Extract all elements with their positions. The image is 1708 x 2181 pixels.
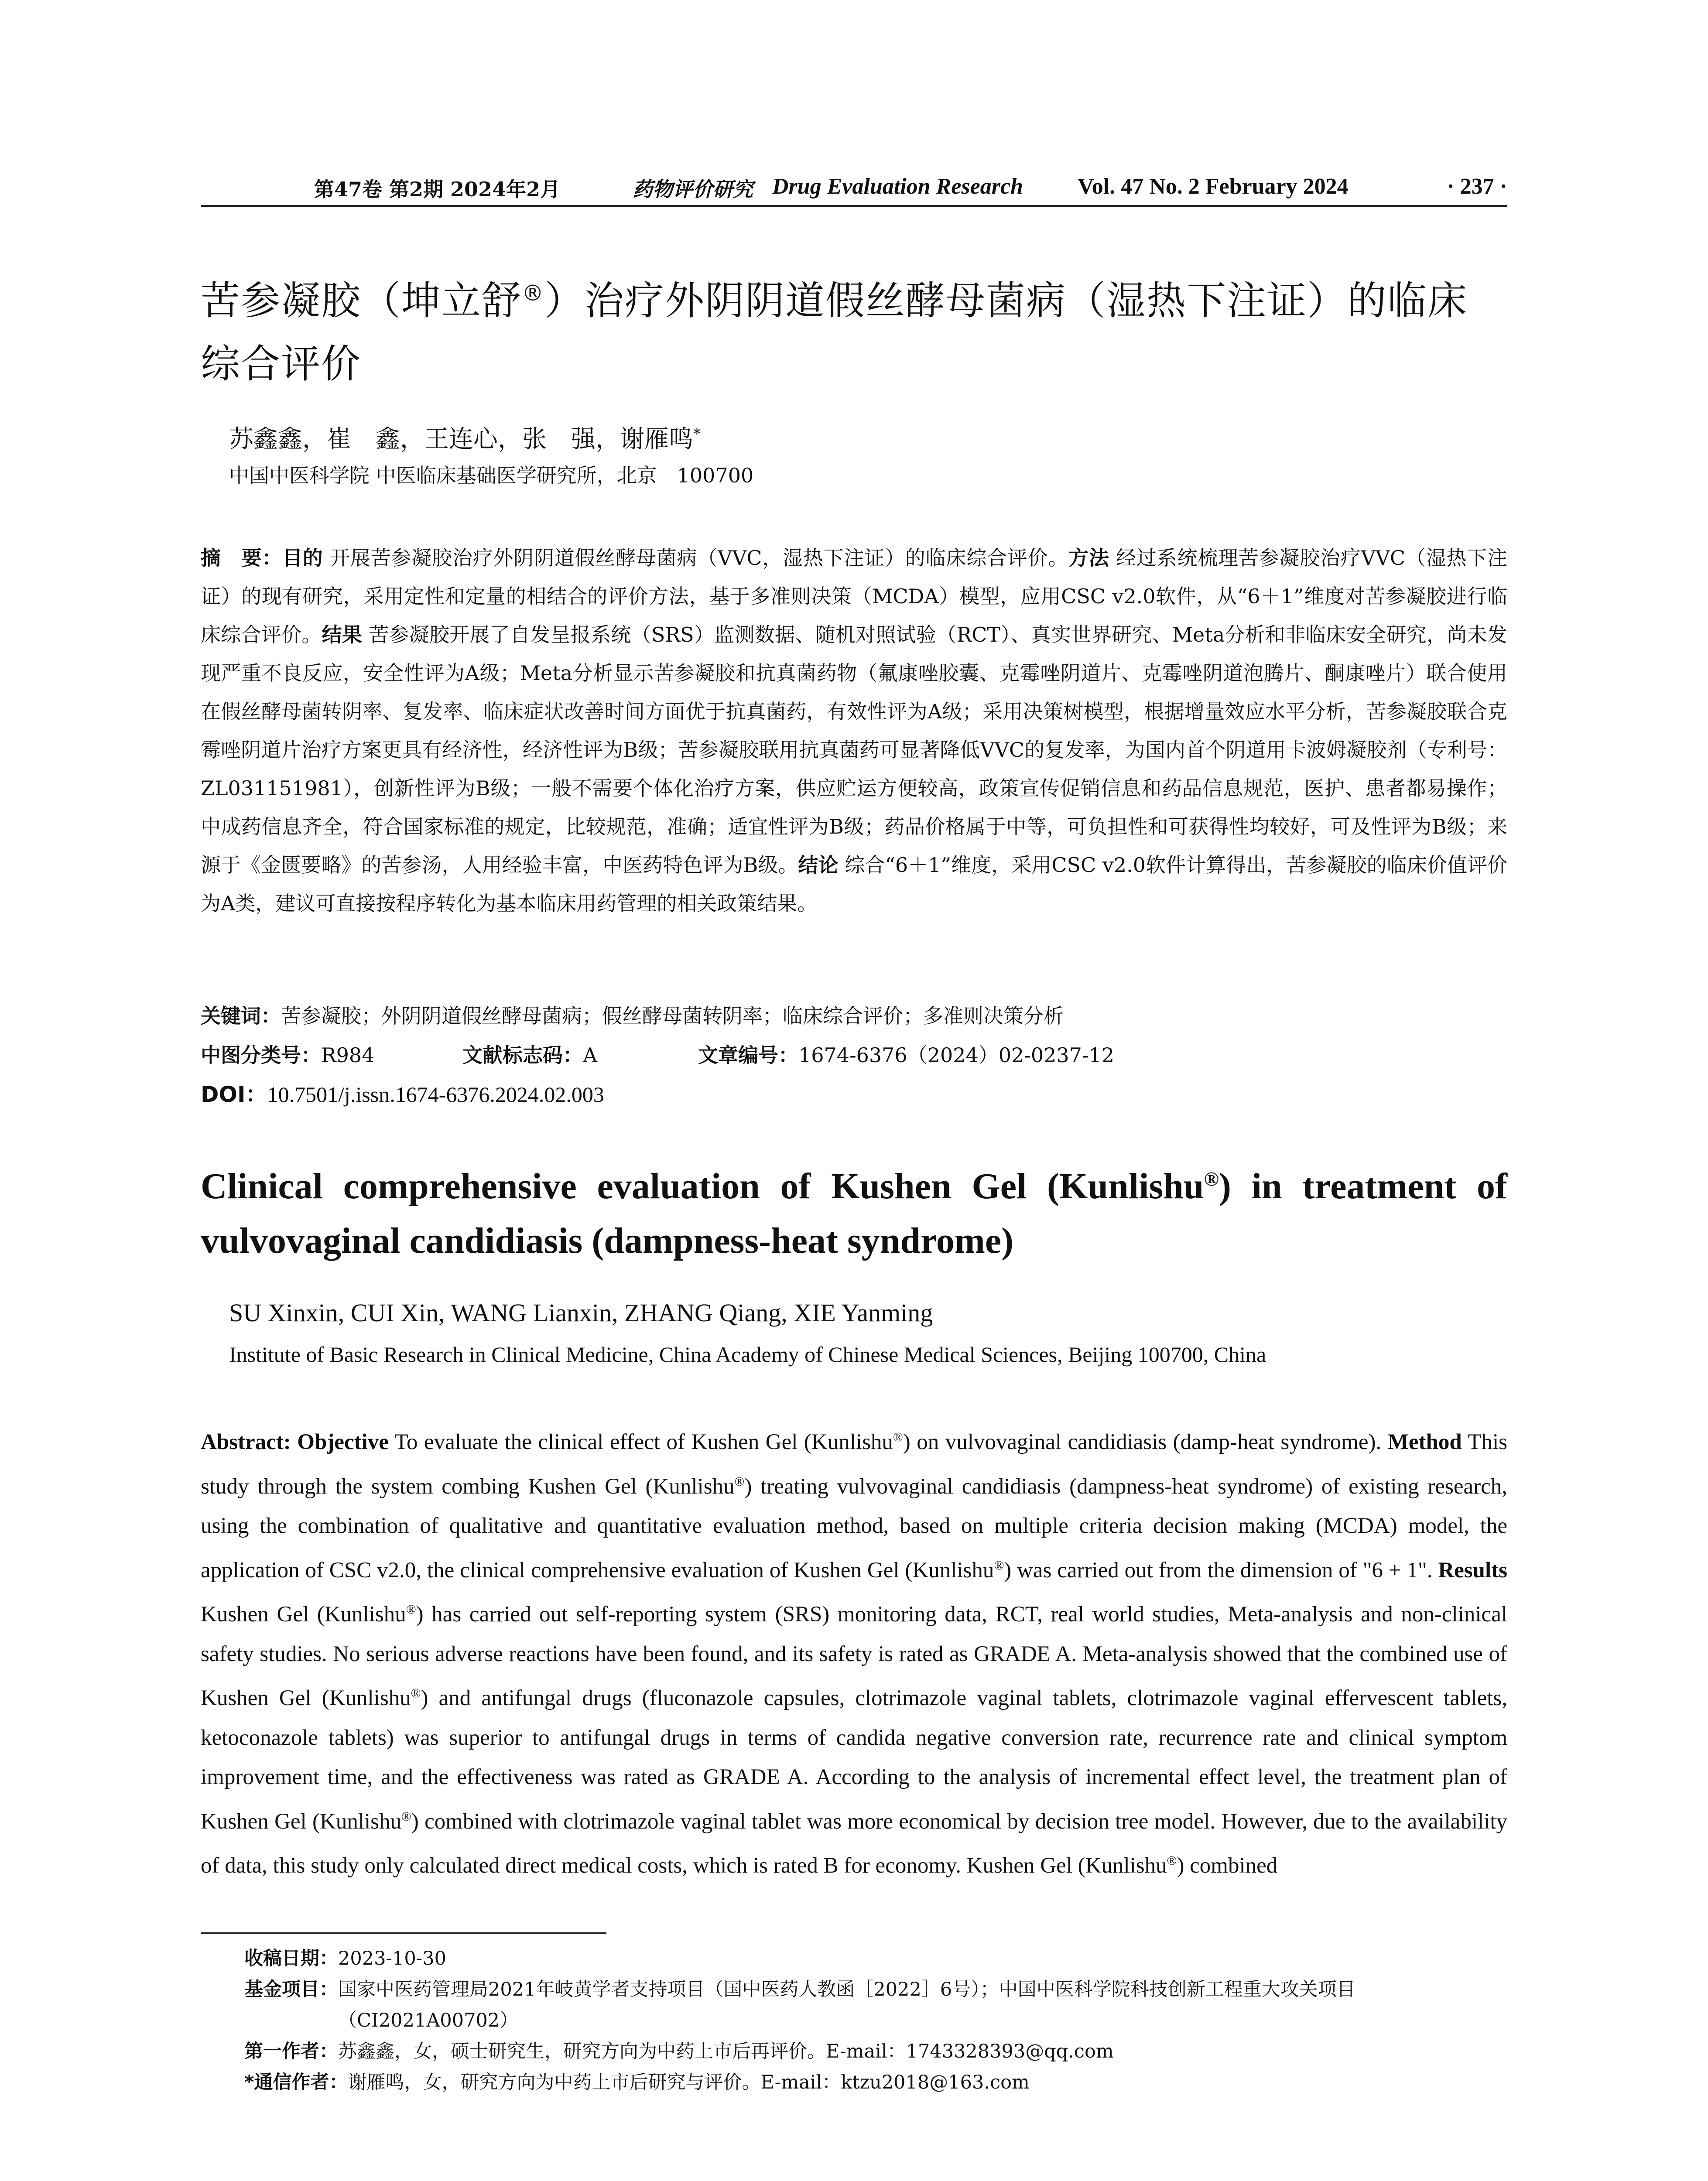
running-header — [201, 170, 1507, 207]
header-issue: 第47卷 第2期 2024年2月 — [314, 178, 561, 201]
chinese-authors: 苏鑫鑫，崔 鑫，王连心，张 强，谢雁鸣* — [229, 425, 701, 454]
classification-line: 中图分类号：R984 文献标志码：A 文章编号：1674-6376（2024）02-0237-12 — [201, 1043, 1114, 1067]
footnotes — [244, 1943, 1507, 2098]
footnote-fund: 基金项目： 国家中医药管理局2021年岐黄学者支持项目（国中医药人教函［2022］6号）；中国中医科学院科技创新工程重大攻关项目（CI2021A00702） — [244, 1979, 1355, 2031]
chinese-title: 苦参凝胶（坤立舒®）治疗外阴阴道假丝酵母菌病（湿热下注证）的临床综合评价 — [201, 278, 1468, 387]
keywords: 关键词：苦参凝胶；外阴阴道假丝酵母菌病；假丝酵母菌转阴率；临床综合评价；多准则决策分析 — [201, 1004, 1064, 1028]
english-authors: SU Xinxin, CUI Xin, WANG Lianxin, ZHANG Qiang, XIE Yanming — [229, 1299, 933, 1327]
volume-info: Vol. 47 No. 2 February 2024 — [1078, 174, 1349, 199]
page-number: · 237 · — [1447, 174, 1507, 199]
english-title: Clinical comprehensive evaluation of Kushen Gel (Kunlishu®) in treatment of vulvovaginal candidiasis (dampness-heat syndrome) — [201, 1166, 1507, 1261]
chinese-affiliation: 中国中医科学院 中医临床基础医学研究所，北京 100700 — [229, 464, 754, 487]
footnote-divider — [201, 1932, 606, 1934]
journal-logo: 药物评价研究 — [633, 178, 753, 201]
doi-link[interactable]: 10.7501/j.issn.1674-6376.2024.02.003 — [267, 1082, 604, 1107]
footnote-first-author: 第一作者： 苏鑫鑫，女，硕士研究生，研究方向为中药上市后再评价。E-mail：1743328393@qq.com — [244, 2041, 1114, 2062]
corresponding-mark: * — [693, 425, 701, 443]
footnote-received: 收稿日期： 2023-10-30 — [244, 1948, 446, 1969]
doi-line: DOI：10.7501/j.issn.1674-6376.2024.02.003 — [201, 1082, 604, 1107]
chinese-abstract: 摘 要：目的 开展苦参凝胶治疗外阴阴道假丝酵母菌病（VVC，湿热下注证）的临床综合评价。方法 经过系统梳理苦参凝胶治疗VVC（湿热下注证）的现有研究，采用定性和定量的相结合的评价方法，基于多准则决策（MCDA）模型，应用CSC v2.0软件，从“6＋1”维度对苦参凝胶进行临床综合评价。结果 苦参凝胶开展了自发呈报系统（SRS）监测数据、随机对照试验（RCT）、真实世界研究、Meta分析和非临床安全研究，尚未发现严重不良反应，安全性评为A级；Meta分析显示苦参凝胶和抗真菌药物（氟康唑胶囊、克霉唑阴道片、克霉唑阴道泡腾片、酮康唑片）联合使用在假丝酵母菌转阴率、复发率、临床症状改善时间方面优于抗真菌药，有效性评为A级；采用决策树模型，根据增量效应水平分析，苦参凝胶联合克霉唑阴道片治疗方案更具有经济性，经济性评为B级；苦参凝胶联用抗真菌药可显著降低VVC的复发率，为国内首个阴道用卡波姆凝胶剂（专利号：ZL031151981），创新性评为B级；一般不需要个体化治疗方案，供应贮运方便较高，政策宣传促销信息和药品信息规范，医护、患者都易操作；中成药信息齐全，符合国家标准的规定，比较规范，准确；适宜性评为B级；药品价格属于中等，可负担性和可获得性均较好，可及性评为B级；来源于《金匮要略》的苦参汤，人用经验丰富，中医药特色评为B级。结论 综合“6＋1”维度，采用CSC v2.0软件计算得出，苦参凝胶的临床价值评价为A类，建议可直接按程序转化为基本临床用药管理的相关政策结果。 — [201, 546, 1508, 915]
english-affiliation: Institute of Basic Research in Clinical Medicine, China Academy of Chinese Medical Sciences, Beijing 100700, China — [229, 1342, 1266, 1367]
footnote-corresponding: *通信作者： 谢雁鸣，女，研究方向为中药上市后研究与评价。E-mail：ktzu2018@163.com — [244, 2072, 1030, 2093]
journal-name: Drug Evaluation Research — [772, 174, 1023, 199]
english-abstract: Abstract: Objective To evaluate the clinical effect of Kushen Gel (Kunlishu®) on vulvovaginal candidiasis (damp-heat syndrome). Method This study through the system combing Kushen Gel (Kunlishu®) treating vulvovaginal candidiasis (dampness-heat syndrome) of existing research, using the combination of qualitative and quantitative evaluation method, based on multiple criteria decision making (MCDA) model, the application of CSC v2.0, the clinical comprehensive evaluation of Kushen Gel (Kunlishu®) was carried out from the dimension of "6 + 1". Results Kushen Gel (Kunlishu®) has carried out self-reporting system (SRS) monitoring data, RCT, real world studies, Meta-analysis and non-clinical safety studies. No serious adverse reactions have been found, and its safety is rated as GRADE A. Meta-analysis showed that the combined use of Kushen Gel (Kunlishu®) and antifungal drugs (fluconazole capsules, clotrimazole vaginal tablets, clotrimazole vaginal effervescent tablets, ketoconazole tablets) was superior to antifungal drugs in terms of candida negative conversion rate, recurrence rate and clinical symptom improvement time, and the effectiveness was rated as GRADE A. According to the analysis of incremental effect level, the treatment plan of Kushen Gel (Kunlishu®) combined with clotrimazole vaginal tablet was more economical by decision tree model. However, due to the availability of data, this study only calculated direct medical costs, which is rated B for economy. Kushen Gel (Kunlishu®) combined — [201, 1430, 1508, 1878]
